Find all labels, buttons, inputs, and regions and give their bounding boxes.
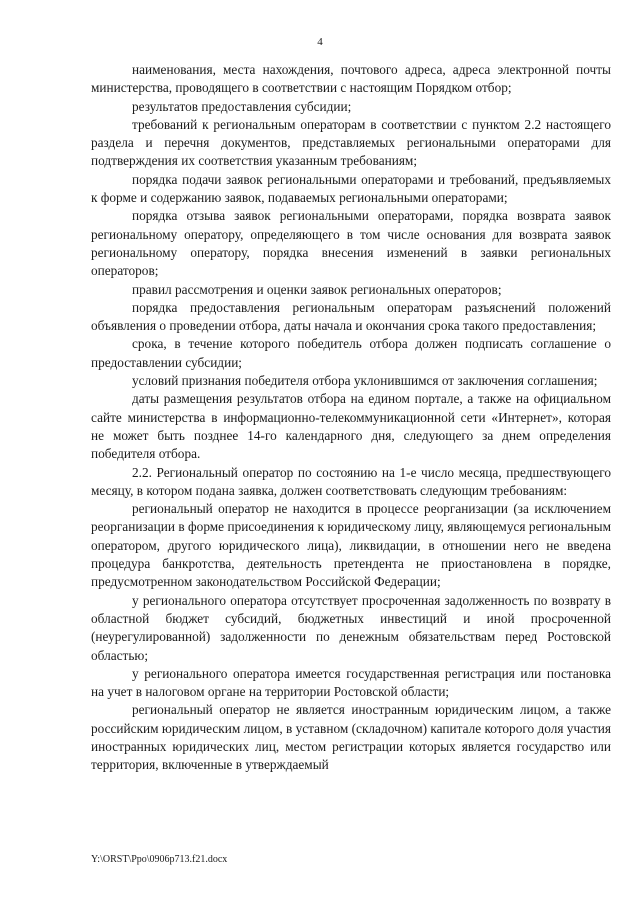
paragraph: порядка подачи заявок региональными операторами и требований, предъявляемых к форме и содержанию заявок, подаваемых региональными операторами; [91, 171, 611, 206]
paragraph: у регионального оператора отсутствует просроченная задолженность по возврату в областной бюджет субсидий, бюджетных инвестиций и иной просроченной (неурегулированной) задолженности по денежным обязательствам перед Ростовской областью; [91, 592, 611, 663]
page-number: 4 [317, 36, 323, 48]
paragraph: результатов предоставления субсидии; [132, 98, 352, 114]
paragraph: региональный оператор не является иностранным юридическим лицом, а также российским юридическим лицом, в уставном (складочном) капитале которого доля участия иностранных юридических лиц, местом регистрации которых является государство или территория, включенные в утверждаемый [91, 702, 611, 773]
paragraph: порядка предоставления региональным операторам разъяснений положений объявления о проведении отбора, даты начала и окончания срока такого предоставления; [91, 299, 611, 334]
document-body [91, 61, 611, 775]
paragraph: даты размещения результатов отбора на едином портале, а также на официальном сайте министерства в информационно-телекоммуникационной сети «Интернет», которая не может быть позднее 14-го календарного дня, следующего за днем определения победителя отбора. [91, 391, 611, 462]
paragraph: региональный оператор не находится в процессе реорганизации (за исключением реорганизации в форме присоединения к юридическому лицу, являющемуся региональным оператором, другого юридического лица), ликвидации, в отношении него не введена процедура банкротства, деятельность претендента не приостановлена в порядке, предусмотренном законодательством Российской Федерации; [91, 501, 611, 590]
paragraph: условий признания победителя отбора уклонившимся от заключения соглашения; [132, 373, 598, 389]
paragraph: наименования, места нахождения, почтового адреса, адреса электронной почты министерства, проводящего в соответствии с настоящим Порядком отбор; [91, 62, 611, 96]
paragraph: срока, в течение которого победитель отбора должен подписать соглашение о предоставлении субсидии; [91, 336, 611, 370]
paragraph: у регионального оператора имеется государственная регистрация или постановка на учет в налоговом органе на территории Ростовской области; [91, 665, 611, 700]
paragraph: требований к региональным операторам в соответствии с пунктом 2.2 настоящего раздела и перечня документов, представляемых региональными операторами для подтверждения их соответствия указанным требованиям; [91, 116, 611, 169]
paragraph: порядка отзыва заявок региональными операторами, порядка возврата заявок региональному оператору, определяющего в том числе основания для возврата заявок региональному оператору, порядка внесения изменений в заявки региональных операторов; [91, 208, 611, 279]
section-paragraph: 2.2. Региональный оператор по состоянию на 1-е число месяца, предшествующего месяцу, в котором подана заявка, должен соответствовать следующим требованиям: [91, 464, 611, 498]
paragraph: правил рассмотрения и оценки заявок региональных операторов; [132, 281, 502, 297]
footer-file-path: Y:\ORST\Ppo\0906p713.f21.docx [91, 854, 228, 865]
